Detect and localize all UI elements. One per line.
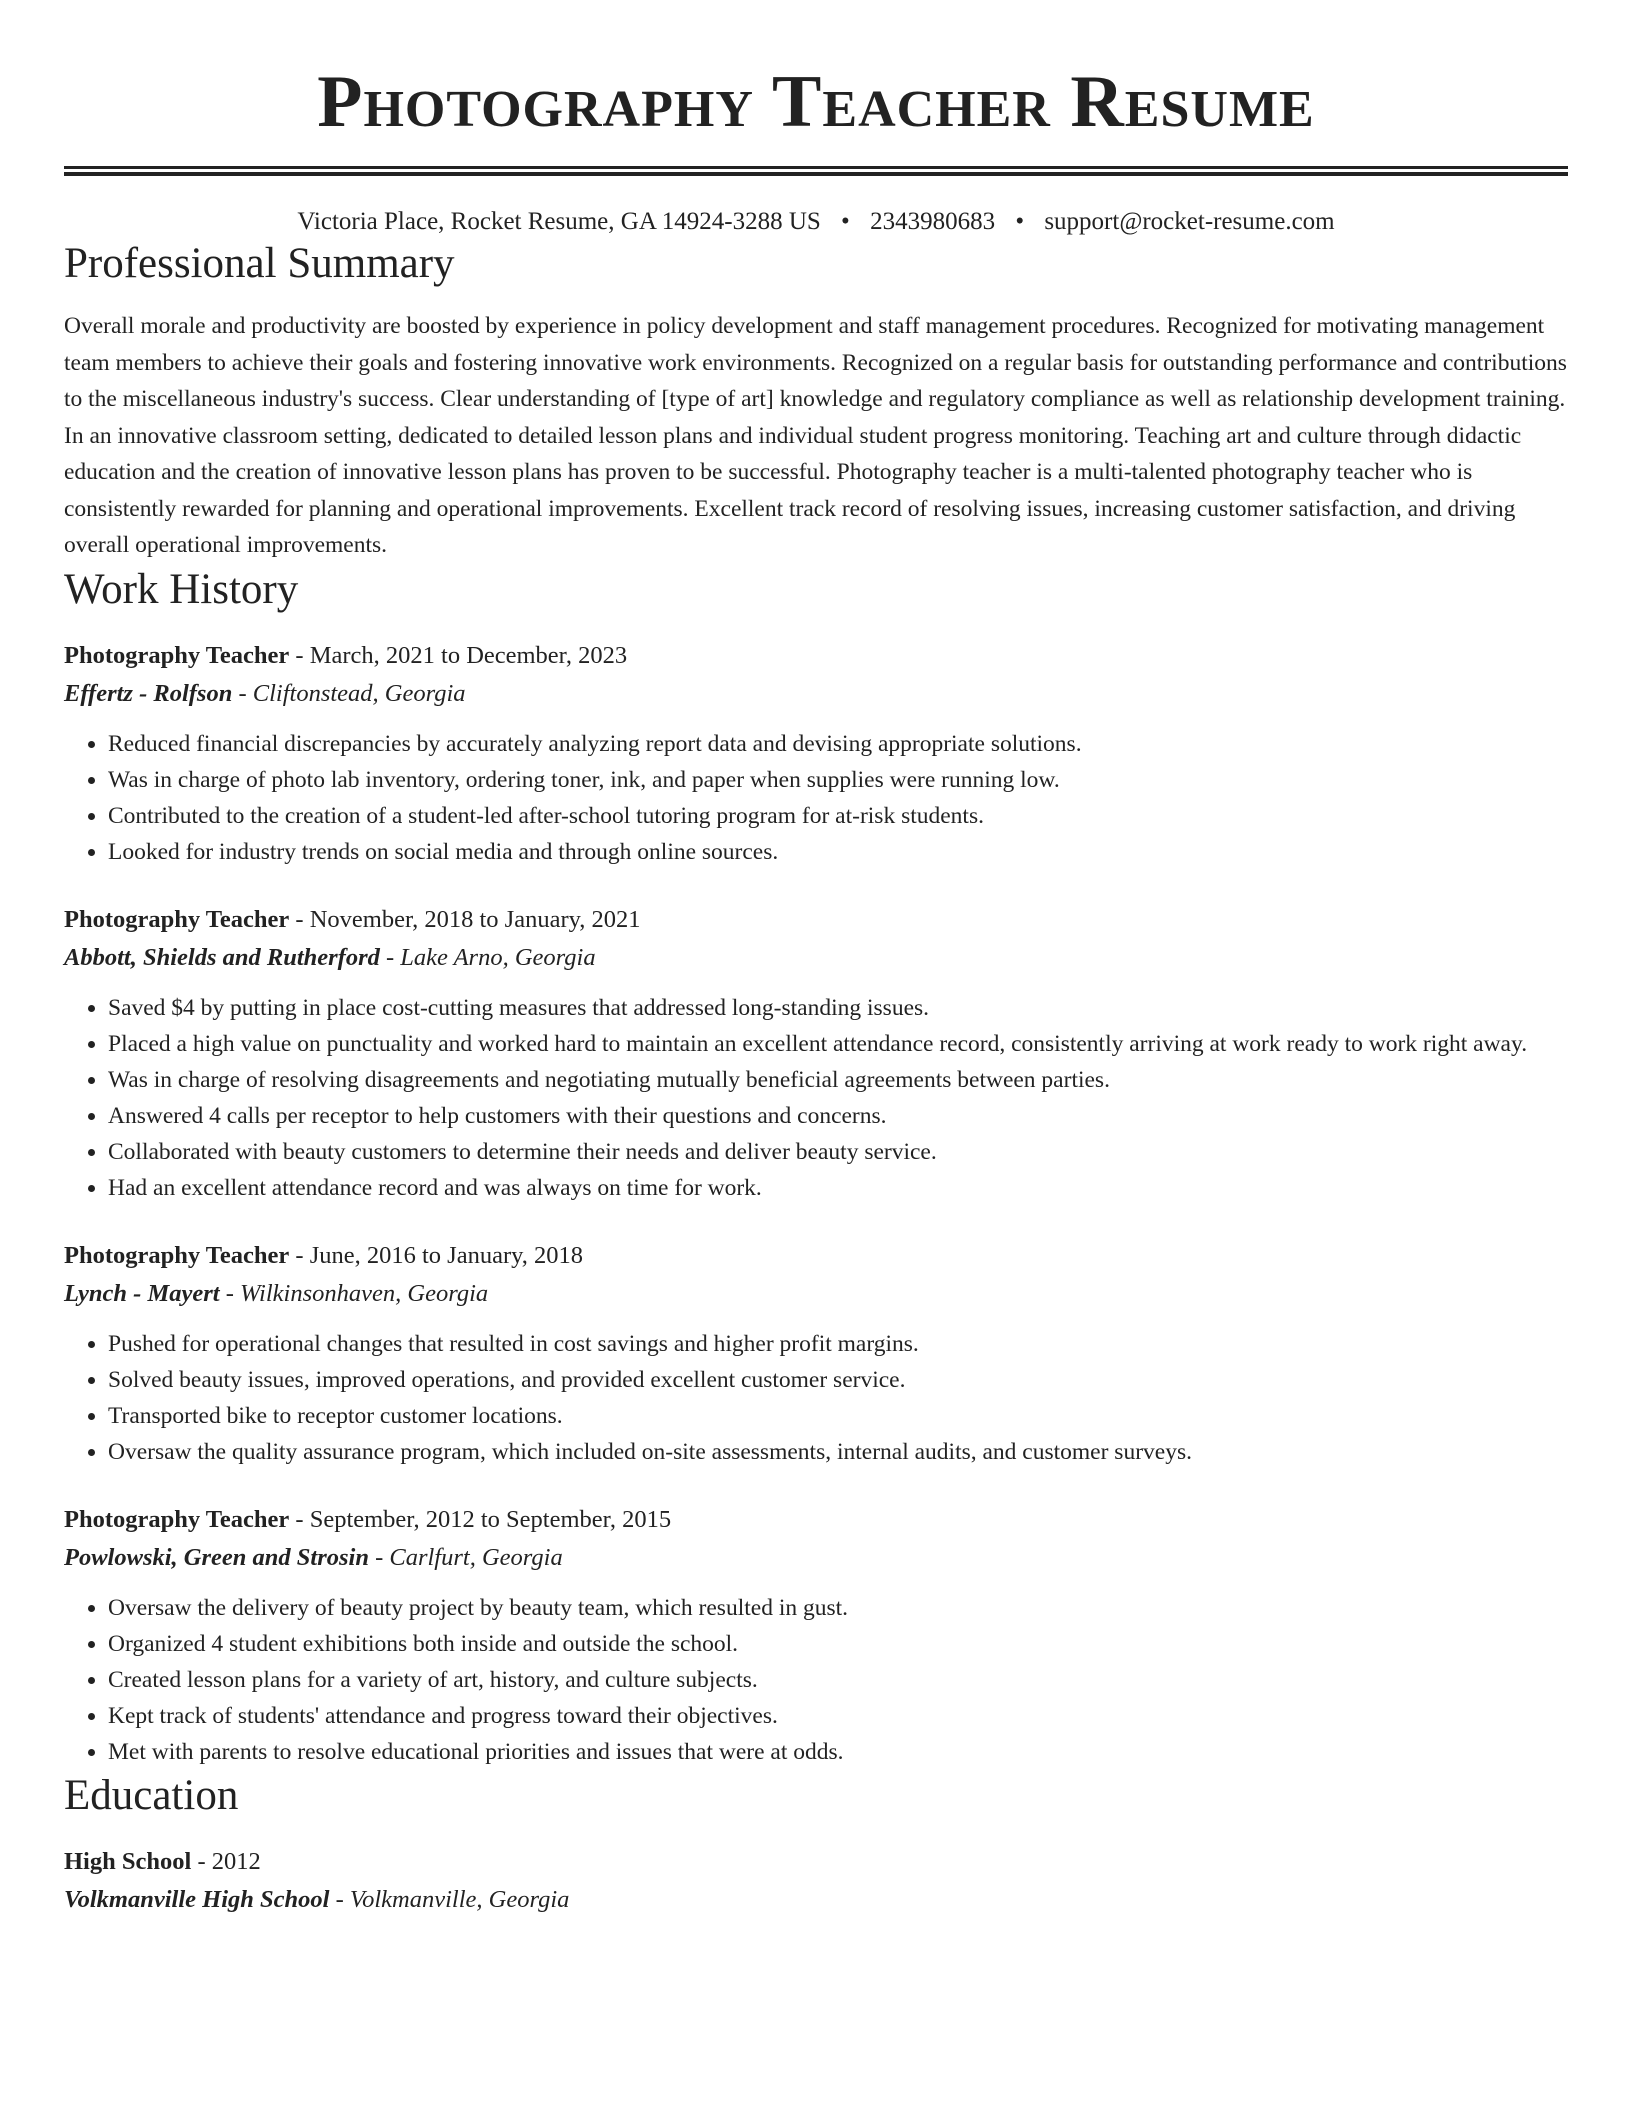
duty-item: • Reduced financial discrepancies by accurately analyzing report data and devising appropriate solutions.: [108, 726, 1568, 762]
job-title-line: [64, 1238, 1568, 1274]
duty-item: • Contributed to the creation of a student-led after-school tutoring program for at-risk students.: [108, 798, 1568, 834]
job-company: Lynch - Mayert: [64, 1279, 220, 1307]
job-role: Photography Teacher: [64, 905, 290, 933]
education-entry: [64, 1844, 1568, 1920]
duty-item: • Created lesson plans for a variety of art, history, and culture subjects.: [108, 1662, 1568, 1698]
company-line: [64, 938, 1568, 978]
job-location: - Cliftonstead, Georgia: [232, 679, 466, 707]
contact-email[interactable]: support@rocket-resume.com: [1044, 208, 1335, 235]
education-location: - Volkmanville, Georgia: [329, 1885, 570, 1913]
job-company: Effertz - Rolfson: [64, 679, 233, 707]
job-role: Photography Teacher: [64, 641, 290, 669]
job-duties: [64, 1590, 1568, 1770]
duty-item: • Met with parents to resolve educational priorities and issues that were at odds.: [108, 1734, 1568, 1770]
job-location: - Lake Arno, Georgia: [379, 943, 596, 971]
duty-item: • Placed a high value on punctuality and worked hard to maintain an excellent attendance record, consistently arriving at work ready to work right away.: [108, 1026, 1568, 1062]
job-entry: [64, 638, 1568, 870]
duty-item: • Was in charge of resolving disagreements and negotiating mutually beneficial agreements between parties.: [108, 1062, 1568, 1098]
job-role: Photography Teacher: [64, 1505, 290, 1533]
duty-item: • Pushed for operational changes that resulted in cost savings and higher profit margins.: [108, 1326, 1568, 1362]
contact-address: Victoria Place, Rocket Resume, GA 14924-3288 US: [297, 208, 821, 235]
job-company: Abbott, Shields and Rutherford: [64, 943, 380, 971]
education-school-line: [64, 1880, 1568, 1920]
job-title-line: [64, 1502, 1568, 1538]
job-duties: [64, 1326, 1568, 1470]
contact-separator: •: [841, 208, 850, 235]
duty-item: • Oversaw the quality assurance program, which included on-site assessments, internal audits, and customer surveys.: [108, 1434, 1568, 1470]
work-history-heading: Work History: [64, 565, 299, 613]
job-location: - Carlfurt, Georgia: [368, 1543, 563, 1571]
job-location: - Wilkinsonhaven, Georgia: [219, 1279, 489, 1307]
job-entry: [64, 1502, 1568, 1770]
job-title-line: [64, 638, 1568, 674]
summary-heading: Professional Summary: [64, 240, 455, 287]
contact-separator: •: [1015, 208, 1025, 235]
duty-item: • Answered 4 calls per receptor to help customers with their questions and concerns.: [108, 1098, 1568, 1134]
job-company: Powlowski, Green and Strosin: [64, 1543, 369, 1571]
summary-text: Overall morale and productivity are boosted by experience in policy development and staff management procedures. Recognized for motivating management team members to achieve their goals and fostering innovative work environments. Recognized on a regular basis for outstanding performance and contributions to the miscellaneous industry's success. Clear understanding of [type of art] knowledge and regulatory compliance as well as relationship development training. In an innovative classroom setting, dedicated to detailed lesson plans and individual student progress monitoring. Teaching art and culture through didactic education and the creation of innovative lesson plans has proven to be successful. Photography teacher is a multi-talented photography teacher who is consistently rewarded for planning and operational improvements. Excellent track record of resolving issues, increasing customer satisfaction, and driving overall operational improvements.: [64, 313, 1567, 558]
duty-item: • Organized 4 student exhibitions both inside and outside the school.: [108, 1626, 1568, 1662]
duty-item: • Looked for industry trends on social media and through online sources.: [108, 834, 1568, 870]
job-entry: [64, 902, 1568, 1206]
duty-item: • Had an excellent attendance record and was always on time for work.: [108, 1170, 1568, 1206]
duty-item: • Saved $4 by putting in place cost-cutting measures that addressed long-standing issues.: [108, 990, 1568, 1026]
education-degree: High School: [64, 1847, 192, 1875]
duty-item: • Was in charge of photo lab inventory, ordering toner, ink, and paper when supplies were running low.: [108, 762, 1568, 798]
job-dates: - June, 2016 to January, 2018: [289, 1241, 584, 1269]
job-dates: - March, 2021 to December, 2023: [289, 641, 628, 669]
duty-item: • Transported bike to receptor customer locations.: [108, 1398, 1568, 1434]
company-line: [64, 674, 1568, 714]
title-divider: [64, 166, 1568, 176]
job-dates: - September, 2012 to September, 2015: [289, 1505, 672, 1533]
education-heading: Education: [64, 1771, 239, 1819]
resume-title: Photography Teacher Resume: [317, 61, 1315, 143]
duty-item: • Collaborated with beauty customers to determine their needs and deliver beauty service.: [108, 1134, 1568, 1170]
job-duties: [64, 990, 1568, 1206]
job-dates: - November, 2018 to January, 2021: [289, 905, 641, 933]
duty-item: • Kept track of students' attendance and progress toward their objectives.: [108, 1698, 1568, 1734]
job-duties: [64, 726, 1568, 870]
education-degree-line: [64, 1844, 1568, 1880]
duty-item: • Oversaw the delivery of beauty project by beauty team, which resulted in gust.: [108, 1590, 1568, 1626]
contact-phone: 2343980683: [870, 208, 996, 235]
education-school: Volkmanville High School: [64, 1885, 330, 1913]
job-role: Photography Teacher: [64, 1241, 290, 1269]
company-line: [64, 1274, 1568, 1314]
company-line: [64, 1538, 1568, 1578]
job-title-line: [64, 902, 1568, 938]
contact-line: [64, 206, 1568, 238]
job-entry: [64, 1238, 1568, 1470]
duty-item: • Solved beauty issues, improved operations, and provided excellent customer service.: [108, 1362, 1568, 1398]
education-year: - 2012: [191, 1847, 261, 1875]
